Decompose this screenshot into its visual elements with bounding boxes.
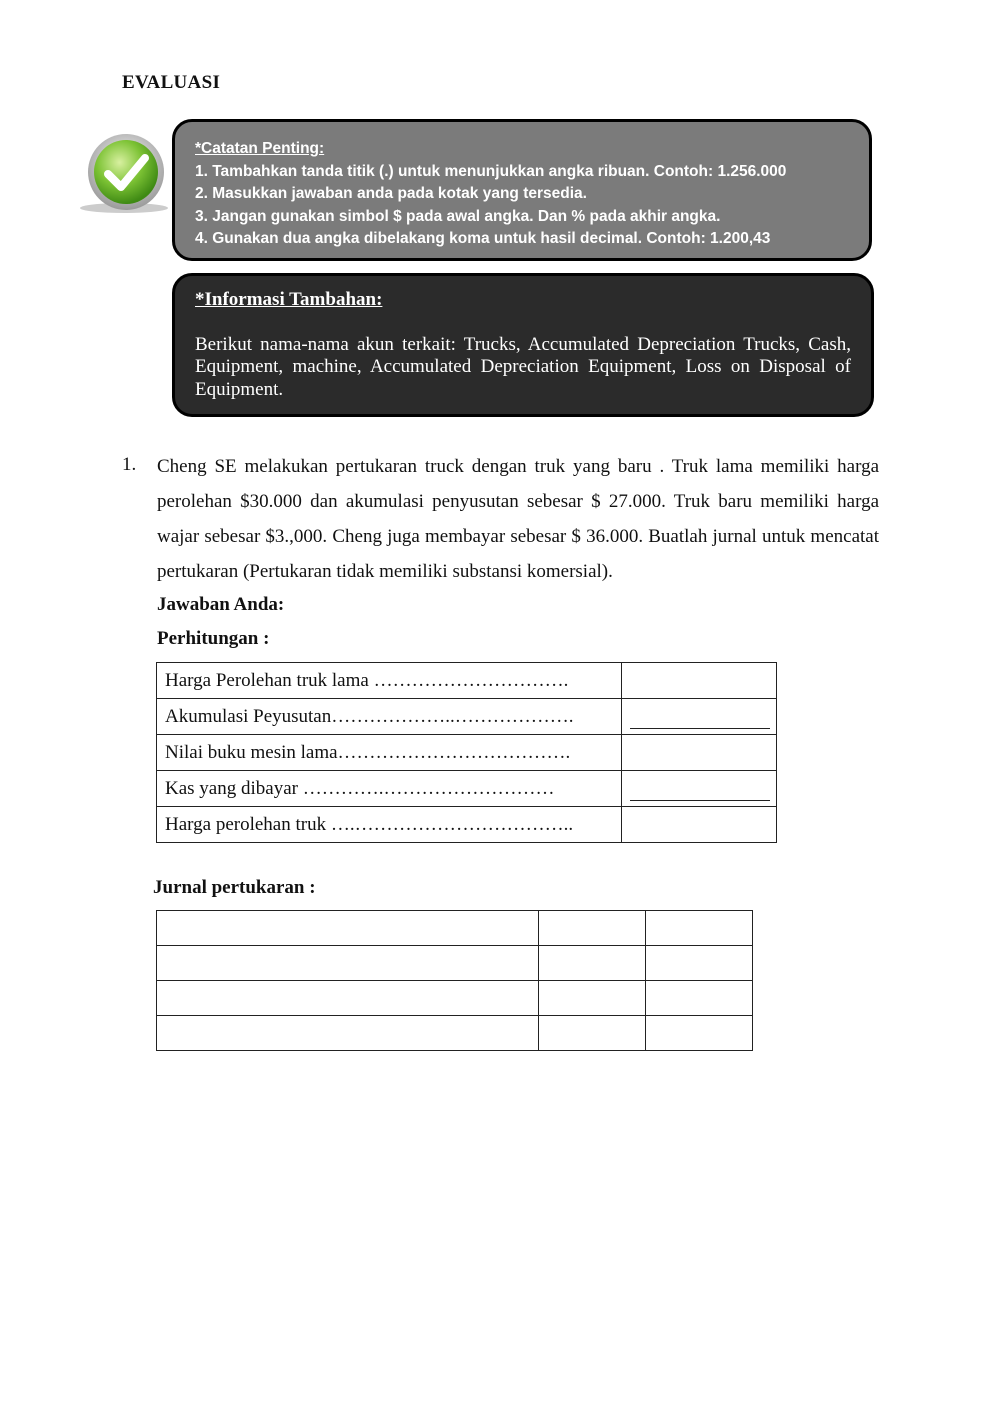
info-heading: *Informasi Tambahan: bbox=[195, 289, 383, 310]
sum-underline bbox=[630, 800, 770, 801]
calc-row-label: Kas yang dibayar ………….……………………… bbox=[157, 771, 622, 807]
note-item: 4. Gunakan dua angka dibelakang koma untuk hasil decimal. Contoh: 1.200,43 bbox=[195, 230, 771, 247]
journal-debit-cell[interactable] bbox=[539, 911, 646, 946]
journal-debit-cell[interactable] bbox=[539, 1016, 646, 1051]
note-item: 2. Masukkan jawaban anda pada kotak yang tersedia. bbox=[195, 185, 587, 202]
calc-row-label: Akumulasi Peyusutan………………..………………. bbox=[157, 699, 622, 735]
calc-input-cell[interactable] bbox=[622, 735, 777, 771]
journal-table bbox=[156, 910, 753, 1051]
journal-credit-cell[interactable] bbox=[646, 911, 753, 946]
note-item: 3. Jangan gunakan simbol $ pada awal angka. Dan % pada akhir angka. bbox=[195, 207, 721, 225]
journal-debit-cell[interactable] bbox=[539, 946, 646, 981]
journal-credit-cell[interactable] bbox=[646, 981, 753, 1016]
note-item: 1. Tambahkan tanda titik (.) untuk menunjukkan angka ribuan. Contoh: 1.256.000 bbox=[195, 162, 787, 180]
additional-info-box bbox=[172, 273, 874, 417]
calc-input-cell[interactable] bbox=[622, 771, 777, 807]
journal-credit-cell[interactable] bbox=[646, 1016, 753, 1051]
table-row bbox=[157, 981, 753, 1016]
table-row bbox=[157, 735, 777, 771]
table-row bbox=[157, 1016, 753, 1051]
table-row bbox=[157, 946, 753, 981]
table-row bbox=[157, 663, 777, 699]
calculation-label: Perhitungan : bbox=[157, 628, 270, 649]
calc-row-label: Harga Perolehan truk lama …………………………. bbox=[157, 663, 622, 699]
table-row bbox=[157, 807, 777, 843]
calc-row-label: Harga perolehan truk ….…………………………….. bbox=[157, 807, 622, 843]
journal-account-cell[interactable] bbox=[157, 1016, 539, 1051]
notes-heading: *Catatan Penting: bbox=[195, 140, 325, 157]
table-row bbox=[157, 699, 777, 735]
question-number: 1. bbox=[122, 454, 137, 475]
table-row bbox=[157, 911, 753, 946]
calc-input-cell[interactable] bbox=[622, 663, 777, 699]
question-text: Cheng SE melakukan pertukaran truck dengan truk yang baru . Truk lama memiliki harga perolehan $30.000 dan akumulasi penyusutan sebesar $ 27.000. Truk baru memiliki harga wajar sebesar $3.,000. Cheng juga membayar sebesar $ 36.000. Buatlah jurnal untuk mencatat pertukaran (Pertukaran tidak memiliki substansi komersial). bbox=[157, 456, 879, 582]
journal-account-cell[interactable] bbox=[157, 981, 539, 1016]
page-title: EVALUASI bbox=[122, 72, 221, 93]
calculation-table bbox=[156, 662, 777, 843]
journal-account-cell[interactable] bbox=[157, 911, 539, 946]
calc-input-cell[interactable] bbox=[622, 699, 777, 735]
answer-label: Jawaban Anda: bbox=[157, 594, 285, 615]
journal-debit-cell[interactable] bbox=[539, 981, 646, 1016]
journal-account-cell[interactable] bbox=[157, 946, 539, 981]
calc-row-label: Nilai buku mesin lama………………………………. bbox=[157, 735, 622, 771]
calc-input-cell[interactable] bbox=[622, 807, 777, 843]
checkmark-icon bbox=[78, 130, 178, 220]
important-notes-box bbox=[172, 119, 872, 261]
table-row bbox=[157, 771, 777, 807]
subtract-underline bbox=[630, 728, 770, 729]
journal-label: Jurnal pertukaran : bbox=[153, 877, 316, 898]
info-body: Berikut nama-nama akun terkait: Trucks, Accumulated Depreciation Trucks, Cash, Equipment, machine, Accumulated Depreciation Equipment, Loss on Disposal of Equipment. bbox=[195, 333, 851, 400]
journal-credit-cell[interactable] bbox=[646, 946, 753, 981]
